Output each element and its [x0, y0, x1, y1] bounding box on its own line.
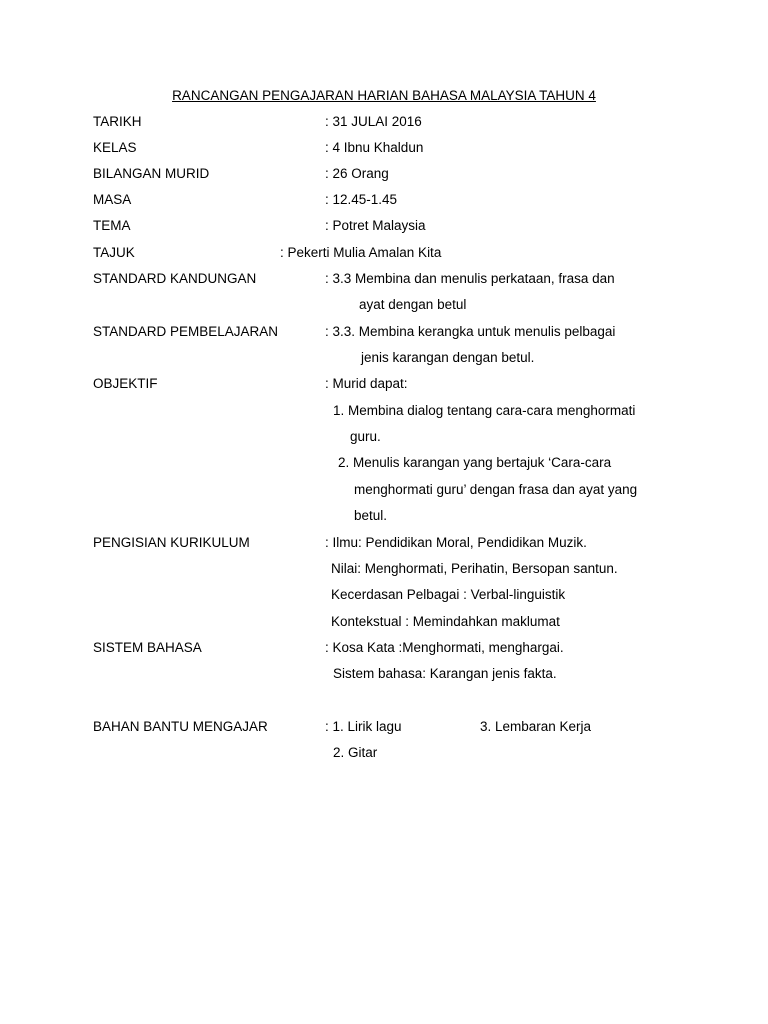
objektif-line: 1. Membina dialog tentang cara-cara menghormati [333, 403, 636, 418]
masa-label: MASA [93, 192, 132, 207]
bahan-bantu-item: 2. Gitar [333, 745, 378, 760]
pengisian-kurikulum-line: Nilai: Menghormati, Perihatin, Bersopan santun. [331, 561, 618, 576]
objektif-line: betul. [354, 508, 388, 523]
standard-kandungan-line: ayat dengan betul [359, 297, 467, 312]
standard-kandungan-label: STANDARD KANDUNGAN [93, 271, 257, 286]
bahan-bantu-item: : 1. Lirik lagu [325, 719, 402, 734]
standard-pembelajaran-label: STANDARD PEMBELAJARAN [93, 324, 279, 339]
tajuk-label: TAJUK [93, 245, 135, 260]
standard-pembelajaran-line: jenis karangan dengan betul. [361, 350, 535, 365]
kelas-value: : 4 Ibnu Khaldun [325, 140, 424, 155]
pengisian-kurikulum-line: Kontekstual : Memindahkan maklumat [331, 614, 560, 629]
pengisian-kurikulum-line: Kecerdasan Pelbagai : Verbal-linguistik [331, 587, 566, 602]
masa-value: : 12.45-1.45 [325, 192, 398, 207]
objektif-line: guru. [350, 429, 381, 444]
sistem-bahasa-line: : Kosa Kata :Menghormati, menghargai. [325, 640, 564, 655]
sistem-bahasa-line: Sistem bahasa: Karangan jenis fakta. [333, 666, 557, 681]
bahan-bantu-item: 3. Lembaran Kerja [480, 719, 592, 734]
objektif-line: menghormati guru’ dengan frasa dan ayat yang [354, 482, 638, 497]
objektif-line: 2. Menulis karangan yang bertajuk ‘Cara-cara [338, 455, 612, 470]
standard-pembelajaran-line: : 3.3. Membina kerangka untuk menulis pelbagai [325, 324, 616, 339]
standard-kandungan-line: : 3.3 Membina dan menulis perkataan, frasa dan [325, 271, 615, 286]
pengisian-kurikulum-label: PENGISIAN KURIKULUM [93, 535, 250, 550]
bilangan-murid-value: : 26 Orang [325, 166, 389, 181]
objektif-line: : Murid dapat: [325, 376, 408, 391]
tarikh-value: : 31 JULAI 2016 [325, 114, 422, 129]
pengisian-kurikulum-line: : Ilmu: Pendidikan Moral, Pendidikan Muzik. [325, 535, 587, 550]
objektif-label: OBJEKTIF [93, 376, 158, 391]
bilangan-murid-label: BILANGAN MURID [93, 166, 210, 181]
bahan-bantu-label: BAHAN BANTU MENGAJAR [93, 719, 268, 734]
sistem-bahasa-label: SISTEM BAHASA [93, 640, 202, 655]
tarikh-label: TARIKH [93, 114, 142, 129]
document-title: RANCANGAN PENGAJARAN HARIAN BAHASA MALAYSIA TAHUN 4 [172, 88, 596, 103]
tajuk-value: : Pekerti Mulia Amalan Kita [280, 245, 442, 260]
tema-label: TEMA [93, 218, 131, 233]
tema-value: : Potret Malaysia [325, 218, 426, 233]
kelas-label: KELAS [93, 140, 137, 155]
